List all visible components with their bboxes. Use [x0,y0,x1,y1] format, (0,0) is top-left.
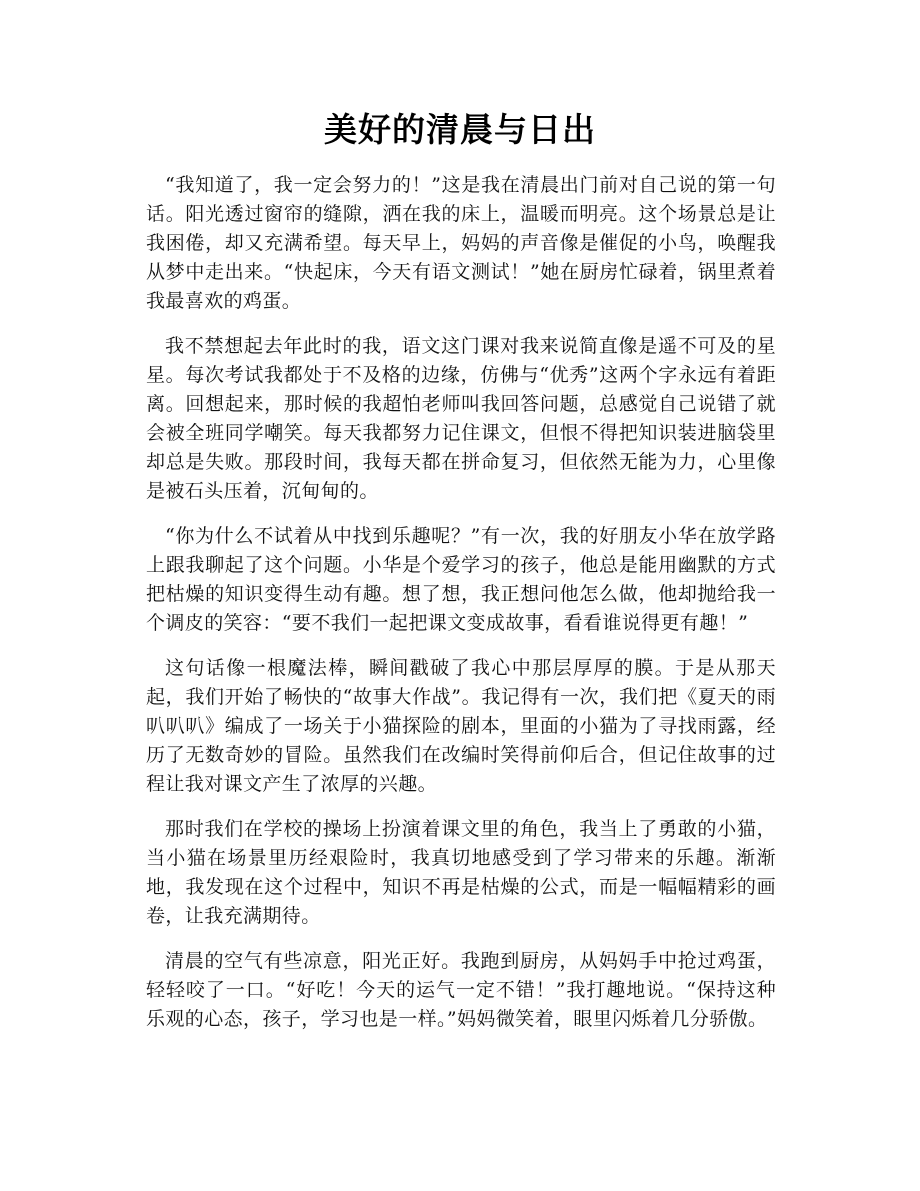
paragraph: 那时我们在学校的操场上扮演着课文里的角色，我当上了勇敢的小猫，当小猫在场景里历经艰险时，我真切地感受到了学习带来的乐趣。渐渐地，我发现在这个过程中，知识不再是枯燥的公式，而是一幅幅精彩的画卷，让我充满期待。 [146,818,776,927]
paragraph: 我不禁想起去年此时的我，语文这门课对我来说简直像是遥不可及的星星。每次考试我都处于不及格的边缘，仿佛与“优秀”这两个字永远有着距离。回想起来，那时候的我超怕老师叫我回答问题，总感觉自己说错了就会被全班同学嘲笑。每天我都努力记住课文，但恨不得把知识装进脑袋里却总是失败。那段时间，我每天都在拼命复习，但依然无能为力，心里像是被石头压着，沉甸甸的。 [146,335,776,502]
document-body [146,171,776,1050]
document-title: 美好的清晨与日出 [324,110,596,149]
paragraph: 清晨的空气有些凉意，阳光正好。我跑到厨房，从妈妈手中抢过鸡蛋，轻轻咬了一口。“好吃！今天的运气一定不错！”我打趣地说。“保持这种乐观的心态，孩子，学习也是一样。”妈妈微笑着，眼里闪烁着几分骄傲。 [146,950,776,1030]
paragraph: 这句话像一根魔法棒，瞬间戳破了我心中那层厚厚的膜。于是从那天起，我们开始了畅快的“故事大作战”。我记得有一次，我们把《夏天的雨叭叭叭》编成了一场关于小猫探险的剧本，里面的小猫为了寻找雨露，经历了无数奇妙的冒险。虽然我们在改编时笑得前仰后合，但记住故事的过程让我对课文产生了浓厚的兴趣。 [146,657,776,795]
paragraph: “我知道了，我一定会努力的！”这是我在清晨出门前对自己说的第一句话。阳光透过窗帘的缝隙，洒在我的床上，温暖而明亮。这个场景总是让我困倦，却又充满希望。每天早上，妈妈的声音像是催促的小鸟，唤醒我从梦中走出来。“快起床，今天有语文测试！”她在厨房忙碌着，锅里煮着我最喜欢的鸡蛋。 [146,174,776,312]
paragraph: “你为什么不试着从中找到乐趣呢？”有一次，我的好朋友小华在放学路上跟我聊起了这个问题。小华是个爱学习的孩子，他总是能用幽默的方式把枯燥的知识变得生动有趣。想了想，我正想问他怎么做，他却抛给我一个调皮的笑容：“要不我们一起把课文变成故事，看看谁说得更有趣！” [146,525,776,634]
